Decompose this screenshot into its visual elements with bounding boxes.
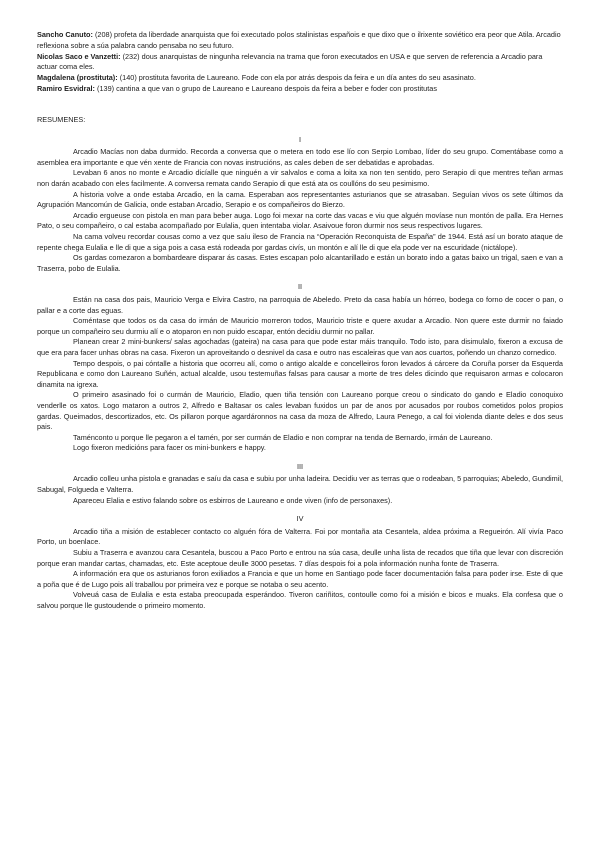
paragraph: Levaban 6 anos no monte e Arcadio dicíalle que ninguén a vir salvalos e coma a loita xa non ten sentido, pero Serapio di que mentres teñan armas non darán acabado con eles facilmente. A conversa remata cando Serapio di que está ata os coullóns do seu pesimismo. <box>37 168 563 189</box>
paragraph: Arcadio ergueuse con pistola en man para beber auga. Logo foi mexar na corte das vacas e viu que alguén movíase nun montón de palla. Era Hernes Pato, o seu compañeiro, o cal estaba acompañado por Eulalia, quen intentaba violar. Asaivoue foron durmir nos seus respectivos lugares. <box>37 210 563 231</box>
character-name: Magdalena (prostituta): <box>37 73 118 83</box>
character-entry <box>37 52 563 73</box>
character-description: (139) cantina a que van o grupo de Laureano e Laureano despois da feira a beber e foder con prostitutas <box>95 84 437 94</box>
paragraph: Arcadio colleu unha pistola e granadas e saíu da casa e subiu por unha ladeira. Decidiu ver as terras que o rodeaban, 5 parroquias; Abeledo, Gundimil, Sabugal, Folgueda e Valterra. <box>37 474 563 495</box>
character-entry <box>37 30 563 51</box>
paragraph: Arcadio Macías non daba durmido. Recorda a conversa que o metera en todo ese lío con Serpio Lombao, líder do seu grupo. Comentábase como a asemblea era importante e que vén xente de Francia con novas instrucións, as cales deben de ser debatidas e aprobadas. <box>37 147 563 167</box>
section-title: IV <box>296 514 304 524</box>
character-description: (140) prostituta favorita de Laureano. Fode con ela por atrás despois da feira e un día antes do seu asasinato. <box>117 73 476 83</box>
section-title: II <box>297 282 303 292</box>
character-name: Nicolas Saco e Vanzetti: <box>37 51 121 61</box>
paragraph: Volveuá casa de Eulalia e esta estaba preocupada esperándoo. Tiveron cariñitos, contoulle como foi a misión e bicos e muaks. Ela confesa que o salvou porque lle gustoudende o primeiro momento. <box>37 590 563 610</box>
paragraph: Subiu a Traserra e avanzou cara Cesantela, buscou a Paco Porto e entrou na súa casa, deulle unha lista de recados que tiña que levar con discreción porque eran mandar cartas, chamadas, etc. Este aceptoue deulle 3000 pesetas. 7 días despois foi a pola información nunha fonte de Traserra. <box>37 548 563 568</box>
paragraph: Coméntase que todos os da casa do irmán de Mauricio morreron todos, Mauricio triste e quere axudar a Arcadio. Non quere este durmir no faiado porque un compañeiro seu durmiu alí e o atoparon en non puido escapar, entón decidiu durmir no pallar. <box>37 316 563 336</box>
character-name: Ramiro Esvidral: <box>37 84 95 94</box>
paragraph: Apareceu Elalia e estivo falando sobre os esbirros de Laureano e onde viven (info de personaxes). <box>73 495 393 505</box>
paragraph: Na cama volveu recordar cousas como a vez que saíu ileso de Francia na “Operación Reconquista de España” de 1944. Está así un borato ataque de repente chega Eulalia e lle di que a siga pois a casa está rodeada por gardas civís, un montón e alí lle di que ela pode ver na escuridade (nictálope). <box>37 232 563 252</box>
section-1 <box>37 135 563 275</box>
paragraph: A historia volve a onde estaba Arcadio, en la cama. Esperaban aos representantes asturianos que se atrasaban. Seguían vivos os sete últimos da Agrupación Mancomún de Galicia, onde estaban Arcadio, Serapio e os compañeiros do Bierzo. <box>37 189 563 210</box>
section-4 <box>37 514 563 611</box>
paragraph: Logo fixeron medicións para facer os mini-bunkers e happy. <box>73 443 266 453</box>
paragraph: Arcadio tiña a misión de establecer contacto co alguén fóra de Valterra. Foi por montaña ata Cesantela, aldea próxima a Regueirón. Alí vivía Paco Porto, un boenlace. <box>37 526 563 547</box>
character-entry <box>37 73 563 84</box>
character-description: (208) profeta da liberdade anarquista que foi executado polos stalinistas españois e que dixo que o ilrixente soviético era peor que Atila. Arcadio reflexiona sobre a súa palabra cando pensaba no seu futuro. <box>37 30 561 50</box>
character-description: (232) dous anarquistas de ningunha relevancia na trama que foron executados en USA e que serven de referencia a Arcadio para actuar coma eles. <box>37 51 543 72</box>
character-list <box>37 30 563 95</box>
paragraph: Tempo despois, o pai cóntalle a historia que ocorreu alí, como o antigo alcalde e concelleiros foron levados á cárcere da Coruña porser da Esquerda Republicana e como don Laureano Suñén, actual alcalde, usou testemuñas falsas para causar a morte de tres deles dicindo que requisaron armas e colocaron dinamita na igrexa. <box>37 358 563 389</box>
section-3 <box>37 462 563 506</box>
resumenes-heading: RESUMENES: <box>37 115 86 125</box>
paragraph: Están na casa dos pais, Mauricio Verga e Elvira Castro, na parroquia de Abeledo. Preto da casa había un hórreo, bodega co forno de cocer o pan, o pallar e a corte das eguas. <box>37 294 563 315</box>
paragraph: Os gardas comezaron a bombardeare disparar ás casas. Estes escapan polo alcantarillado e están un borato indo a gatas baixo un trigal, saen e van a Traserra, pobo de Eulalia. <box>37 253 563 273</box>
paragraph: Planean crear 2 mini-bunkers/ salas agochadas (gateira) na casa para que pode estar máis tranquilo. Todo isto, para disimulalo, fixeron a excusa de que era para facer unhas obras na casa. Fixeron un aproveitando o desnivel da casa e outro nas escaleiras que van aos cuartos, poñendo un chanzo cornedico. <box>37 337 563 357</box>
section-title: III <box>296 461 304 471</box>
paragraph: A información era que os asturianos foron exiliados a Francia e que un home en Santiago pode facer documentación falsa para poder irse. Este di que a poña que é de Lugo pois alí traballou por primeira vez e porque se notaba o seu acento. <box>37 569 563 589</box>
character-name: Sancho Canuto: <box>37 30 93 39</box>
section-title: I <box>298 134 302 144</box>
paragraph: Taménconto u porque lle pegaron a el tamén, por ser curmán de Eladio e non comprar na tenda de Bernardo, irmán de Laureano. <box>73 432 493 442</box>
section-2 <box>37 282 563 454</box>
character-entry <box>37 84 563 95</box>
paragraph: O primeiro asasinado foi o curmán de Mauricio, Eladio, quen tiña tensión con Laureano porque creou o sindicato do gando e Eladio conoquixo venderlle os xatos. Logo mataron a outros 2, Alfredo e Baltasar os cales levaban fuxidos un par de anos por acusados por roubos cometidos polos propios gardas. Queimados, descortizados, etc. Os pillaron porque agardáronnos na casa da moza de Alfredo, Laura Penego, a cal foi violenda diante deles e dos seus pais. <box>37 390 563 432</box>
